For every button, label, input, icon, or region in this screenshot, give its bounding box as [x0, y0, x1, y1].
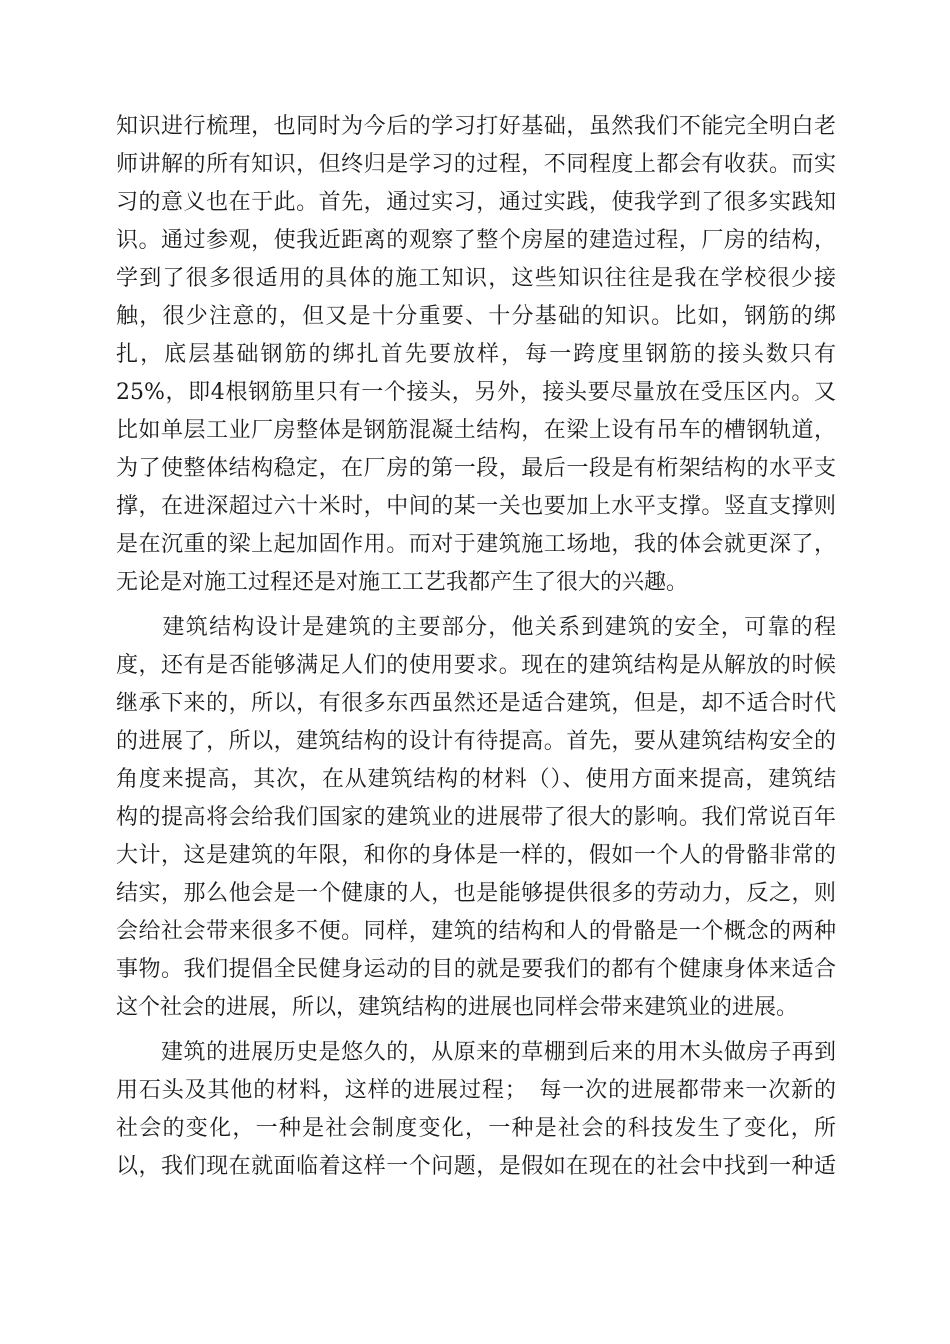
text-line: 事物。我们提倡全民健身运动的目的就是要我们的都有个健康身体来适合 [116, 957, 836, 982]
text-line: 结实，那么他会是一个健康的人，也是能够提供很多的劳动力，反之，则 [116, 881, 836, 906]
paragraph-structural-design [116, 609, 836, 1027]
paragraph-internship-knowledge [116, 108, 836, 602]
text-line: 师讲解的所有知识，但终归是学习的过程，不同程度上都会有收获。而实 [116, 152, 836, 177]
text-line: 构的提高将会给我们国家的建筑业的进展带了很大的影响。我们常说百年 [116, 805, 836, 830]
text-line: 继承下来的，所以，有很多东西虽然还是适合建筑，但是，却不适合时代 [116, 691, 836, 716]
text-line: 25%，即4根钢筋里只有一个接头，另外，接头要尽量放在受压区内。又 [116, 380, 836, 405]
text-line: 无论是对施工过程还是对施工工艺我都产生了很大的兴趣。 [116, 570, 689, 595]
text-line: 社会的变化，一种是社会制度变化，一种是社会的科技发生了变化，所 [116, 1116, 836, 1141]
text-line: 度，还有是否能够满足人们的使用要求。现在的建筑结构是从解放的时候 [116, 653, 836, 678]
text-line: 大计，这是建筑的年限，和你的身体是一样的，假如一个人的骨骼非常的 [116, 843, 836, 868]
text-line: 这个社会的进展，所以，建筑结构的进展也同样会带来建筑业的进展。 [116, 995, 799, 1020]
text-line: 撑，在进深超过六十米时，中间的某一关也要加上水平支撑。竖直支撑则 [116, 494, 836, 519]
text-line: 建筑的进展历史是悠久的，从原来的草棚到后来的用木头做房子再到 [116, 1040, 836, 1065]
text-line: 的进展了，所以，建筑结构的设计有待提高。首先，要从建筑结构安全的 [116, 729, 836, 754]
paragraph-building-history [116, 1034, 836, 1186]
text-line: 习的意义也在于此。首先，通过实习，通过实践，使我学到了很多实践知 [116, 190, 836, 215]
text-line: 触，很少注意的，但又是十分重要、十分基础的知识。比如，钢筋的绑 [116, 304, 836, 329]
text-line: 建筑结构设计是建筑的主要部分，他关系到建筑的安全，可靠的程 [116, 615, 836, 640]
text-line: 以，我们现在就面临着这样一个问题，是假如在现在的社会中找到一种适 [116, 1154, 836, 1179]
text-line: 知识进行梳理，也同时为今后的学习打好基础，虽然我们不能完全明白老 [116, 114, 836, 139]
text-line: 识。通过参观，使我近距离的观察了整个房屋的建造过程，厂房的结构， [116, 228, 836, 253]
text-line: 是在沉重的梁上起加固作用。而对于建筑施工场地，我的体会就更深了， [116, 532, 836, 557]
document-body [116, 108, 836, 1186]
text-line: 学到了很多很适用的具体的施工知识，这些知识往往是我在学校很少接 [116, 266, 836, 291]
text-line: 用石头及其他的材料，这样的进展过程； 每一次的进展都带来一次新的 [116, 1078, 836, 1103]
text-line: 比如单层工业厂房整体是钢筋混凝土结构，在梁上设有吊车的槽钢轨道， [116, 418, 836, 443]
text-line: 为了使整体结构稳定，在厂房的第一段，最后一段是有桁架结构的水平支 [116, 456, 836, 481]
text-line: 角度来提高，其次，在从建筑结构的材料（）、使用方面来提高，建筑结 [116, 767, 836, 792]
text-line: 会给社会带来很多不便。同样，建筑的结构和人的骨骼是一个概念的两种 [116, 919, 836, 944]
text-line: 扎，底层基础钢筋的绑扎首先要放样，每一跨度里钢筋的接头数只有 [116, 342, 836, 367]
